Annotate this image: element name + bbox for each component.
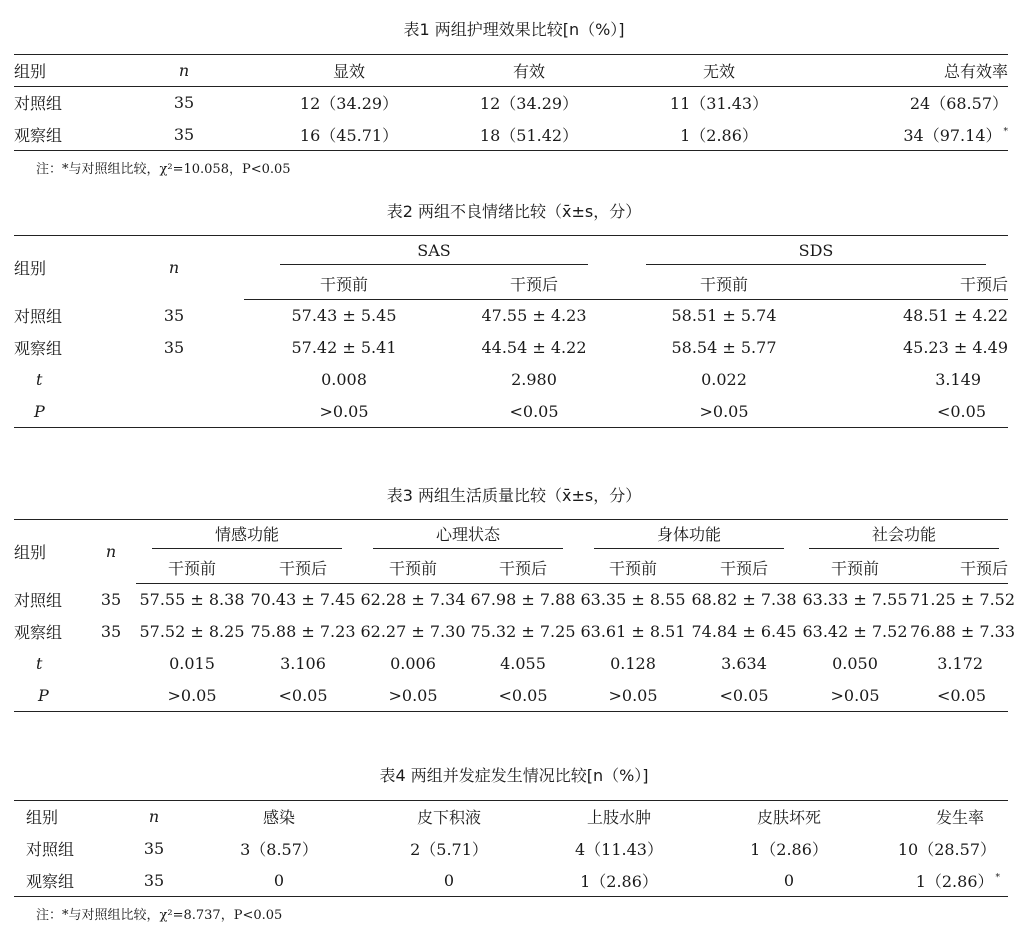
- table4-header-rate: 发生率: [935, 808, 984, 828]
- table4-note: 注：*与对照组比较，χ²=8.737，P<0.05: [36, 908, 283, 923]
- table3: [14, 519, 1016, 712]
- table-cell: 观察组: [14, 623, 63, 642]
- table-cell: 35: [100, 622, 122, 641]
- table1-header-n: n: [104, 55, 264, 87]
- table-cell: 35: [143, 839, 165, 858]
- table-row: [14, 364, 1008, 396]
- table-row: [14, 833, 1008, 865]
- table3-group-emotion: 情感功能: [136, 520, 358, 552]
- table-cell: 67.98 ± 7.88: [470, 590, 576, 610]
- table3-sub-pre: 干预前: [800, 552, 910, 584]
- table-cell: 3.172: [937, 654, 983, 673]
- table-cell: 18（51.42）: [479, 125, 579, 145]
- table-cell: t: [36, 654, 43, 673]
- table-cell: 观察组: [14, 125, 63, 145]
- table-cell: <0.05: [936, 685, 986, 705]
- table-cell: 44.54 ± 4.22: [481, 338, 587, 357]
- table4-header-necrosis: 皮肤坏死: [756, 808, 821, 828]
- table-cell: 35: [163, 338, 185, 357]
- table-cell: 12（34.29）: [479, 94, 579, 114]
- table4-header-n: n: [148, 807, 160, 827]
- table2-sub-post: 干预后: [824, 268, 1008, 300]
- table4-header-row: [14, 801, 1008, 833]
- table3-group-social: 社会功能: [800, 520, 1008, 552]
- table2-header-group: 组别: [14, 259, 47, 279]
- table-cell: 58.54 ± 5.77: [671, 338, 777, 357]
- table-cell: P: [34, 401, 45, 421]
- table-cell: >0.05: [167, 685, 217, 705]
- table-cell: 0: [443, 870, 455, 890]
- table-cell: 35: [143, 870, 165, 890]
- table-cell: 0.015: [169, 654, 215, 673]
- table-cell: 对照组: [14, 94, 63, 114]
- table-cell: 35: [173, 124, 195, 144]
- table-cell: >0.05: [608, 685, 658, 705]
- table-cell: 12（34.29）: [299, 94, 399, 114]
- table1-caption: 表1 两组护理效果比较[n（%）]: [403, 20, 625, 39]
- table-row: [14, 584, 1008, 616]
- table3-group-row: [14, 520, 1008, 552]
- table4-header-group: 组别: [26, 808, 59, 828]
- table1-header-total: 总有效率: [814, 55, 1008, 87]
- table-cell: 2.980: [511, 370, 557, 389]
- table2-group-row: [14, 236, 1008, 268]
- table1-header-group: 组别: [14, 55, 104, 87]
- table-cell: [104, 396, 244, 428]
- table-cell: 0.050: [832, 654, 878, 673]
- table-cell: 10（28.57）: [897, 840, 996, 859]
- table-cell: 62.27 ± 7.30: [360, 622, 466, 641]
- table2-header-n: n: [168, 258, 180, 278]
- table2-sub-pre: 干预前: [244, 268, 444, 300]
- table-cell: 57.52 ± 8.25: [139, 622, 245, 641]
- table-cell: 对照组: [14, 591, 63, 610]
- table-cell: 57.42 ± 5.41: [291, 338, 397, 357]
- table4-header-infection: 感染: [262, 808, 295, 828]
- table-cell: 45.23 ± 4.49: [902, 338, 1008, 357]
- table3-sub-pre: 干预前: [578, 552, 688, 584]
- table1: [14, 54, 1008, 151]
- table-cell: 35: [173, 93, 195, 113]
- table-cell: <0.05: [278, 685, 328, 705]
- table4-caption: 表4 两组并发症发生情况比较[n（%）]: [379, 766, 649, 785]
- table-row: [14, 648, 1008, 680]
- table-row: [14, 865, 1008, 897]
- table1-header-row: [14, 55, 1008, 87]
- table-cell: 63.61 ± 8.51: [580, 622, 686, 641]
- table-row: [14, 680, 1008, 712]
- table3-subheader-row: [14, 552, 1008, 584]
- table-cell: [86, 648, 136, 680]
- table2-sub-post: 干预后: [444, 268, 624, 300]
- table2-group-sas: SAS: [244, 236, 624, 268]
- table-cell: 3.634: [721, 654, 767, 673]
- table-cell: [104, 364, 244, 396]
- table-cell: 16（45.71）: [299, 125, 399, 145]
- table-row: [14, 119, 1008, 151]
- table2-group-sds: SDS: [624, 236, 1008, 268]
- table-cell: 1（2.86） *: [915, 871, 1000, 891]
- table-cell: <0.05: [719, 685, 769, 705]
- table-cell: 75.88 ± 7.23: [250, 622, 356, 641]
- table-cell: 0.008: [321, 370, 367, 389]
- table-cell: 11（31.43）: [669, 94, 769, 114]
- table4-header-edema: 上肢水肿: [586, 808, 651, 828]
- table2-sub-pre: 干预前: [624, 268, 824, 300]
- table-cell: 75.32 ± 7.25: [470, 622, 576, 641]
- table-cell: 0: [783, 870, 795, 890]
- table-cell: 3（8.57）: [240, 840, 318, 859]
- table-cell: 1（2.86）: [580, 871, 658, 891]
- table-cell: 63.35 ± 8.55: [580, 590, 686, 610]
- table-cell: 63.33 ± 7.55: [802, 590, 908, 610]
- table-row: [14, 396, 1008, 428]
- table3-sub-post: 干预后: [910, 552, 1008, 584]
- table-cell: >0.05: [388, 685, 438, 705]
- table-cell: 62.28 ± 7.34: [360, 590, 466, 610]
- table-cell: 对照组: [26, 840, 75, 859]
- table-cell: 74.84 ± 6.45: [691, 622, 797, 641]
- table-cell: 对照组: [14, 307, 63, 326]
- table-cell: 1（2.86）: [680, 125, 758, 145]
- table-cell: 70.43 ± 7.45: [250, 590, 356, 610]
- significance-marker: *: [1003, 126, 1008, 137]
- table-row: [14, 87, 1008, 119]
- table-cell: 0.006: [390, 654, 436, 673]
- table-cell: >0.05: [319, 401, 369, 421]
- table-cell: 34（97.14） *: [903, 125, 1008, 145]
- table2: [14, 235, 1008, 428]
- table-cell: 0: [273, 870, 285, 890]
- table1-header-effective: 有效: [434, 55, 624, 87]
- table-cell: 63.42 ± 7.52: [802, 622, 908, 641]
- table4: [14, 800, 1008, 897]
- table-cell: 观察组: [14, 339, 63, 358]
- table-cell: 2（5.71）: [410, 840, 488, 859]
- table4-header-effusion: 皮下积液: [416, 808, 481, 828]
- table1-header-markedly: 显效: [264, 55, 434, 87]
- table-cell: 24（68.57）: [909, 94, 1008, 114]
- table3-header-group: 组别: [14, 543, 47, 563]
- table-row: [14, 616, 1008, 648]
- table-row: [14, 300, 1008, 332]
- table3-sub-post: 干预后: [468, 552, 578, 584]
- table-cell: 0.128: [610, 654, 656, 673]
- table-cell: 35: [100, 590, 122, 609]
- table-cell: P: [38, 685, 49, 705]
- table-cell: 57.55 ± 8.38: [139, 590, 245, 610]
- table-cell: 57.43 ± 5.45: [291, 306, 397, 326]
- table3-caption: 表3 两组生活质量比较（x̄±s，分）: [386, 486, 642, 505]
- table-cell: 76.88 ± 7.33: [910, 622, 1016, 641]
- table1-note: 注：*与对照组比较，χ²=10.058，P<0.05: [36, 162, 291, 177]
- table-cell: 0.022: [701, 370, 747, 389]
- table3-group-physical: 身体功能: [578, 520, 800, 552]
- table1-header-ineffective: 无效: [624, 55, 814, 87]
- table3-group-psychology: 心理状态: [358, 520, 578, 552]
- table2-caption: 表2 两组不良情绪比较（x̄±s，分）: [386, 202, 642, 221]
- table-cell: 3.106: [280, 654, 326, 673]
- table-cell: 4（11.43）: [575, 840, 663, 859]
- table-cell: >0.05: [699, 401, 749, 421]
- table-cell: 3.149: [935, 370, 981, 389]
- table-cell: 4.055: [500, 654, 546, 673]
- table3-sub-post: 干预后: [688, 552, 800, 584]
- table-cell: >0.05: [830, 685, 880, 705]
- table-cell: <0.05: [498, 685, 548, 705]
- table-cell: t: [36, 370, 43, 389]
- table3-sub-pre: 干预前: [358, 552, 468, 584]
- table-cell: 48.51 ± 4.22: [902, 306, 1008, 326]
- table-cell: 68.82 ± 7.38: [691, 590, 797, 610]
- table-cell: 1（2.86）: [750, 840, 828, 859]
- table-cell: [86, 680, 136, 712]
- significance-marker: *: [995, 872, 1000, 883]
- table-cell: <0.05: [936, 401, 986, 421]
- table-cell: 观察组: [26, 871, 75, 891]
- table-cell: <0.05: [509, 401, 559, 421]
- table-cell: 35: [163, 306, 185, 325]
- table3-sub-post: 干预后: [248, 552, 358, 584]
- table3-header-n: n: [105, 542, 117, 562]
- table-cell: 58.51 ± 5.74: [671, 306, 777, 326]
- table3-sub-pre: 干预前: [136, 552, 248, 584]
- table-row: [14, 332, 1008, 364]
- table-cell: 71.25 ± 7.52: [910, 590, 1016, 610]
- table-cell: 47.55 ± 4.23: [481, 306, 587, 326]
